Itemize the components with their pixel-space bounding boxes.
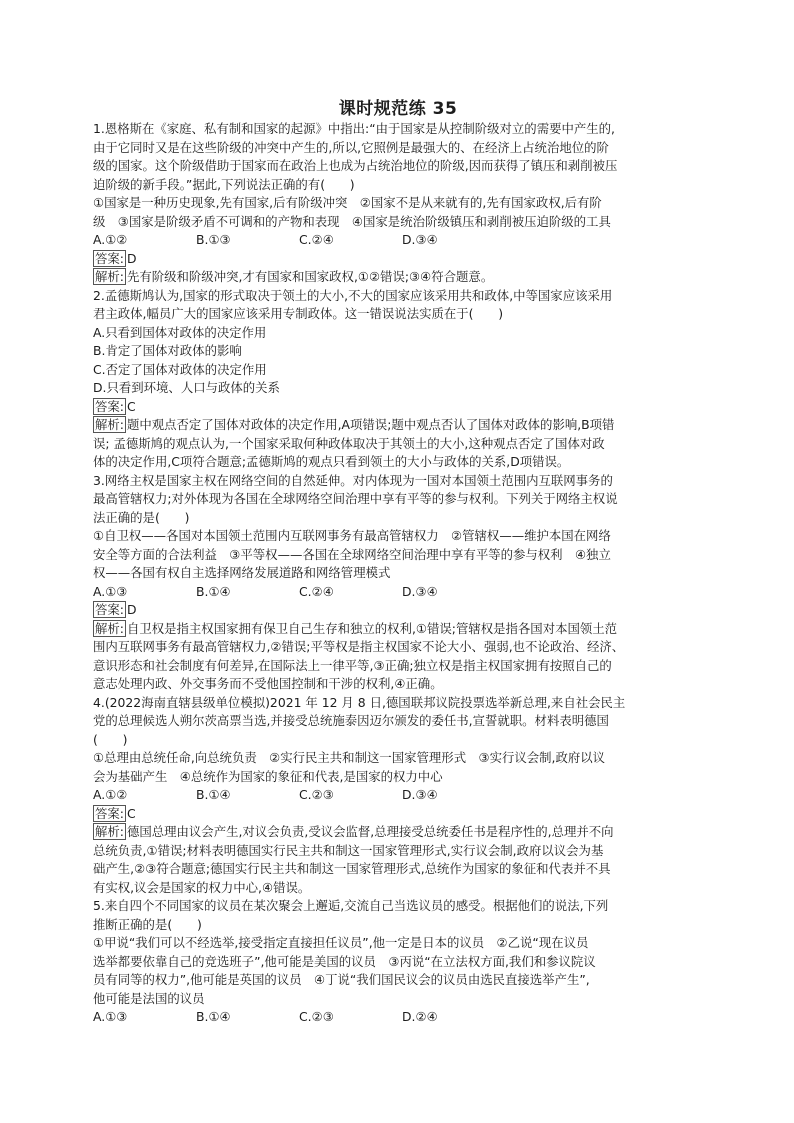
option-c[interactable]: C.②④ <box>299 583 334 599</box>
question-5-item-line: 员有同等的权力”,他可能是英国的议员 ④丁说“我们国民议会的议员由选民直接选举产生”, <box>93 972 590 987</box>
option-b[interactable]: B.①④ <box>196 787 231 802</box>
question-5 <box>93 897 703 1027</box>
answer-value: D <box>126 602 137 617</box>
question-2-analysis <box>93 416 703 435</box>
option-d[interactable]: D.③④ <box>402 787 438 802</box>
analysis-text: 有实权,议会是国家的权力中心,④错误。 <box>93 879 311 895</box>
question-3-analysis <box>93 620 703 639</box>
analysis-text: 先有阶级和阶级冲突,才有国家和国家政权,①②错误;③④符合题意。 <box>126 269 494 284</box>
question-3-stem-line: 法正确的是( ) <box>93 509 190 525</box>
analysis-text: 德国总理由议会产生,对议会负责,受议会监督,总理接受总统委任书是程序性的,总理并不向 <box>126 824 614 839</box>
question-1-analysis <box>93 268 703 287</box>
answer-label: 答案: <box>95 250 124 266</box>
question-5-item-line: 选举都要依靠自己的竞选班子”,他可能是美国的议员 ③丙说“在立法权方面,我们和参议院议 <box>93 953 596 969</box>
worksheet-page <box>93 98 703 1027</box>
question-4-answer <box>93 805 703 824</box>
question-3-item-line: 安全等方面的合法利益 ③平等权——各国在全球网络空间治理中享有平等的参与权利 ④独立 <box>93 546 611 562</box>
option-b[interactable]: B.①④ <box>196 1009 231 1024</box>
question-3-options <box>93 583 703 602</box>
question-1-answer <box>93 250 703 269</box>
option-c[interactable]: C.②④ <box>299 232 334 247</box>
question-1-item-line: ①国家是一种历史现象,先有国家,后有阶级冲突 ②国家不是从来就有的,先有国家政权,后有阶 <box>93 195 602 210</box>
analysis-text: 误; 孟德斯鸠的观点认为,一个国家采取何种政体取决于其领土的大小,这种观点否定了国体对政 <box>93 435 605 451</box>
question-5-stem-line: 推断正确的是( ) <box>93 916 202 932</box>
option-a[interactable]: A.①③ <box>93 583 128 599</box>
analysis-label: 解析: <box>95 824 124 839</box>
analysis-text: 础产生,②③符合题意;德国实行民主共和制这一国家管理形式,总统作为国家的象征和代表并不具 <box>93 861 611 876</box>
question-3-item-line: ①自卫权——各国对本国领土范围内互联网事务有最高管辖权力 ②管辖权——维护本国在网络 <box>93 528 611 543</box>
option-a[interactable]: A.①② <box>93 232 128 247</box>
analysis-label: 解析: <box>95 620 124 636</box>
analysis-label: 解析: <box>95 417 124 432</box>
analysis-text: 总统负责,①错误;材料表明德国实行民主共和制这一国家管理形式,实行议会制,政府以议会为基 <box>93 842 604 858</box>
option-b[interactable]: B.①④ <box>196 583 231 599</box>
answer-value: D <box>126 250 137 266</box>
question-1-stem-line: 1.恩格斯在《家庭、私有制和国家的起源》中指出:“由于国家是从控制阶级对立的需要中产生的, <box>93 121 615 136</box>
option-c[interactable]: C.否定了国体对政体的决定作用 <box>93 361 267 377</box>
option-a[interactable]: A.①③ <box>93 1009 128 1024</box>
question-4 <box>93 694 703 898</box>
answer-label: 答案: <box>95 602 124 617</box>
option-d[interactable]: D.只看到环境、人口与政体的关系 <box>93 380 280 395</box>
answer-value: C <box>126 805 136 821</box>
question-4-stem-line: 4.(2022海南直辖县级单位模拟)2021 年 12 月 8 日,德国联邦议院投票选举新总理,来自社会民主 <box>93 694 626 710</box>
option-d[interactable]: D.③④ <box>402 583 438 599</box>
analysis-text: 体的决定作用,C项符合题意;孟德斯鸠的观点只看到领土的大小与政体的关系,D项错误。 <box>93 454 570 469</box>
question-5-item-line: ①甲说“我们可以不经选举,接受指定直接担任议员”,他一定是日本的议员 ②乙说“现在议员 <box>93 935 589 950</box>
question-3 <box>93 472 703 694</box>
question-1-stem-line: 级的国家。这个阶级借助于国家而在政治上也成为占统治地位的阶级,因而获得了镇压和剥削被压 <box>93 158 618 173</box>
analysis-label: 解析: <box>95 269 124 284</box>
question-4-options <box>93 786 703 805</box>
question-2-answer <box>93 398 703 417</box>
question-1-stem-line: 迫阶级的新手段。”据此,下列说法正确的有( ) <box>93 176 355 192</box>
option-c[interactable]: C.②③ <box>299 787 334 802</box>
analysis-text: 围内互联网事务有最高管辖权力,②错误;平等权是指主权国家不论大小、强弱,也不论政治、经济、 <box>93 639 625 654</box>
option-d[interactable]: D.②④ <box>402 1009 438 1024</box>
analysis-text: 自卫权是指主权国家拥有保卫自己生存和独立的权利,①错误;管辖权是指各国对本国领土范 <box>126 620 618 636</box>
option-a[interactable]: A.只看到国体对政体的决定作用 <box>93 324 267 340</box>
question-4-item-line: 会为基础产生 ④总统作为国家的象征和代表,是国家的权力中心 <box>93 768 443 784</box>
question-5-options <box>93 1008 703 1027</box>
question-5-stem-line: 5.来自四个不同国家的议员在某次聚会上邂逅,交流自己当选议员的感受。根据他们的说法,下列 <box>93 898 609 913</box>
option-b[interactable]: B.肯定了国体对政体的影响 <box>93 343 242 358</box>
analysis-text: 意识形态和社会制度有何差异,在国际法上一律平等,③正确;独立权是指主权国家拥有按照自己的 <box>93 657 612 673</box>
answer-label: 答案: <box>95 805 124 821</box>
question-3-answer <box>93 601 703 620</box>
question-2-stem-line: 2.孟德斯鸠认为,国家的形式取决于领土的大小,不大的国家应该采用共和政体,中等国家应该采用 <box>93 287 613 303</box>
option-a[interactable]: A.①② <box>93 787 128 802</box>
question-1-options <box>93 231 703 250</box>
answer-value: C <box>126 398 136 414</box>
question-4-stem-line: ( ) <box>93 731 128 747</box>
option-b[interactable]: B.①③ <box>196 232 231 247</box>
page-title: 课时规范练 35 <box>338 99 458 119</box>
question-1-item-line: 级 ③国家是阶级矛盾不可调和的产物和表现 ④国家是统治阶级镇压和剥削被压迫阶级的工具 <box>93 213 611 229</box>
question-1 <box>93 120 703 287</box>
analysis-text: 题中观点否定了国体对政体的决定作用,A项错误;题中观点否认了国体对政体的影响,B项错 <box>126 417 615 432</box>
question-4-stem-line: 党的总理候选人朔尔茨高票当选,并接受总统施泰因迈尔颁发的委任书,宣誓就职。材料表明德国 <box>93 713 609 728</box>
question-4-item-line: ①总理由总统任命,向总统负责 ②实行民主共和制这一国家管理形式 ③实行议会制,政府以议 <box>93 750 606 765</box>
question-5-item-line: 他可能是法国的议员 <box>93 990 205 1006</box>
question-3-stem-line: 最高管辖权力;对外体现为各国在全球网络空间治理中享有平等的参与权利。下列关于网络主权说 <box>93 491 618 506</box>
analysis-text: 意志处理内政、外交事务而不受他国控制和干涉的权利,④正确。 <box>93 676 443 691</box>
question-2-stem-line: 君主政体,幅员广大的国家应该采用专制政体。这一错误说法实质在于( ) <box>93 306 504 321</box>
question-3-item-line: 权——各国有权自主选择网络发展道路和网络管理模式 <box>93 565 391 580</box>
option-d[interactable]: D.③④ <box>402 232 438 247</box>
question-3-stem-line: 3.网络主权是国家主权在网络空间的自然延伸。对内体现为一国对本国领土范围内互联网事务的 <box>93 472 613 488</box>
option-c[interactable]: C.②③ <box>299 1009 334 1024</box>
question-4-analysis <box>93 823 703 842</box>
answer-label: 答案: <box>95 398 124 414</box>
question-1-stem-line: 由于它同时又是在这些阶级的冲突中产生的,所以,它照例是最强大的、在经济上占统治地位的阶 <box>93 139 609 155</box>
question-2 <box>93 287 703 472</box>
